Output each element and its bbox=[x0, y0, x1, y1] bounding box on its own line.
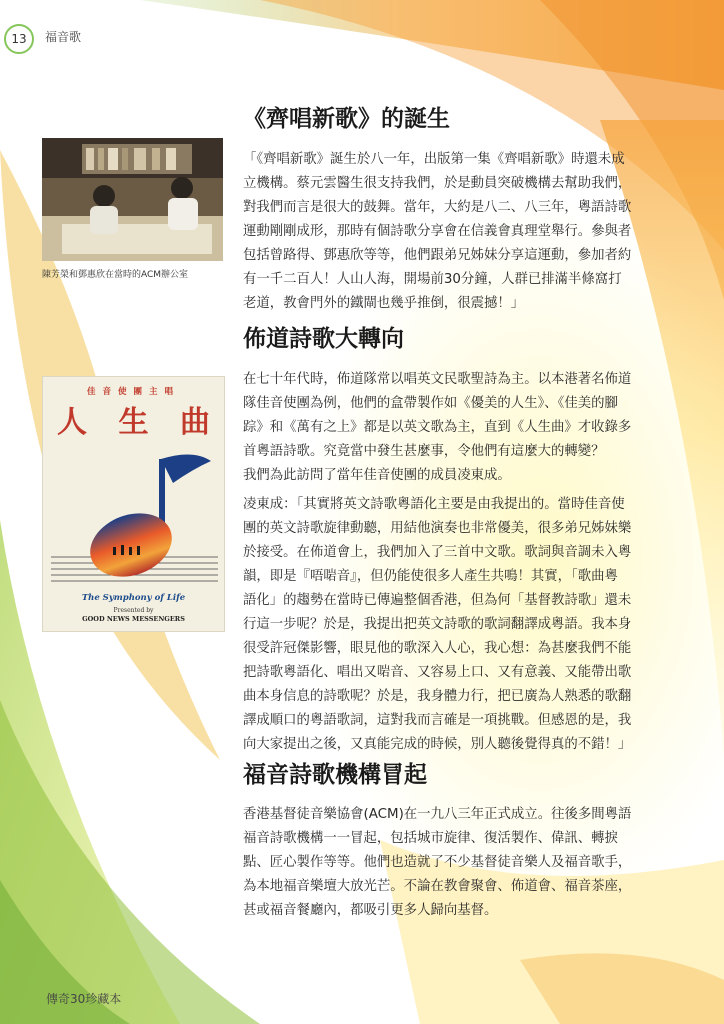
album-title-char: 人 bbox=[57, 405, 87, 440]
page-number: 13 bbox=[4, 24, 34, 54]
section-label: 福音歌 bbox=[45, 30, 82, 44]
section-body-interview: 凌東成：「其實將英文詩歌粵語化主要是由我提出的。當時佳音使 團的英文詩歌旋律動聽，用結他演奏也非常優美，很多弟兄姊妹樂 於接受。在佈道會上，我們加入了三首中文歌。歌詞與音調未入粵 韻，即是『唔啱音』，但仍能使很多人產生共鳴！其實，「歌曲粵 語化」的趨勢在當時已傳遍整個香港，但為何「基督教詩歌」還未 行這一步呢？於是，我提出把英文詩歌的歌詞翻譯成粵語。我本身 很受許冠傑影響，眼見他的歌深入人心，我心想：為甚麼我們不能 把詩歌粵語化、唱出又啱音、又容易上口、又有意義、又能帶出歌 曲本身信息的詩歌呢？於是，我身體力行，把已廣為人熟悉的歌翻 譯成順口的粵語歌詞，這對我而言確是一項挑戰。但感恩的是，我 向大家提出之後，又真能完成的時候，別人聽後覺得真的不錯！」 bbox=[243, 497, 632, 752]
album-artist: GOOD NEWS MESSENGERS bbox=[82, 615, 185, 623]
section-body-gospel-shift: 在七十年代時，佈道隊常以唱英文民歌聖詩為主。以本港著名佈道 隊佳音使團為例，他們的盒帶製作如《優美的人生》、《佳美的腳 踪》和《萬有之上》都是以英文歌為主，直到《人生曲》才收錄多 首粵語詩歌。究竟當中發生甚麼事，令他們有這麼大的轉變？ 我們為此訪問了當年佳音使團的成員凌東成。 bbox=[243, 372, 632, 483]
album-title bbox=[51, 397, 216, 441]
section-title-gospel-shift: 佈道詩歌大轉向 bbox=[243, 326, 404, 352]
music-note-artwork bbox=[43, 439, 224, 589]
album-top-text: 佳音使團主唱 bbox=[86, 387, 180, 397]
album-title-char: 曲 bbox=[180, 405, 210, 440]
section-title-new-song: 《齊唱新歌》的誕生 bbox=[243, 106, 450, 132]
acm-office-photo bbox=[42, 138, 223, 261]
footer-text: 傳奇30珍藏本 bbox=[46, 992, 122, 1006]
section-body-new-song: 「《齊唱新歌》誕生於八一年，出版第一集《齊唱新歌》時還未成 立機構。蔡元雲醫生很支持我們，於是動員突破機構去幫助我們， 對我們而言是很大的鼓舞。當年，大約是八二、八三年，粵語詩歌 運動剛剛成形，那時有個詩歌分享會在信義會真理堂舉行。參與者 包括曾路得、鄧惠欣等等，他們跟弟兄姊妹分享這運動，參加者約 有一千二百人！人山人海，開場前30分鐘，人群已排滿半條窩打 老道，教會門外的鐵閘也幾乎推倒，很震撼！」 bbox=[243, 152, 632, 311]
album-english-title: The Symphony of Life bbox=[81, 593, 186, 603]
album-cover bbox=[42, 376, 225, 632]
album-presented-by: Presented by bbox=[113, 607, 154, 614]
section-body-organizations: 香港基督徒音樂協會(ACM)在一九八三年正式成立。往後多間粵語 福音詩歌機構一一冒起，包括城市旋律、復活製作、偉訊、轉捩 點、匠心製作等等。他們也造就了不少基督徒音樂人及福音歌手， 為本地福音樂壇大放光芒。不論在教會聚會、佈道會、福音茶座， 甚或福音餐廳內，都吸引更多人歸向基督。 bbox=[243, 807, 632, 918]
album-title-char: 生 bbox=[118, 405, 149, 440]
photo-caption: 陳芳榮和鄧惠欣在當時的ACM辦公室 bbox=[42, 270, 189, 280]
section-title-organizations: 福音詩歌機構冒起 bbox=[243, 762, 427, 788]
